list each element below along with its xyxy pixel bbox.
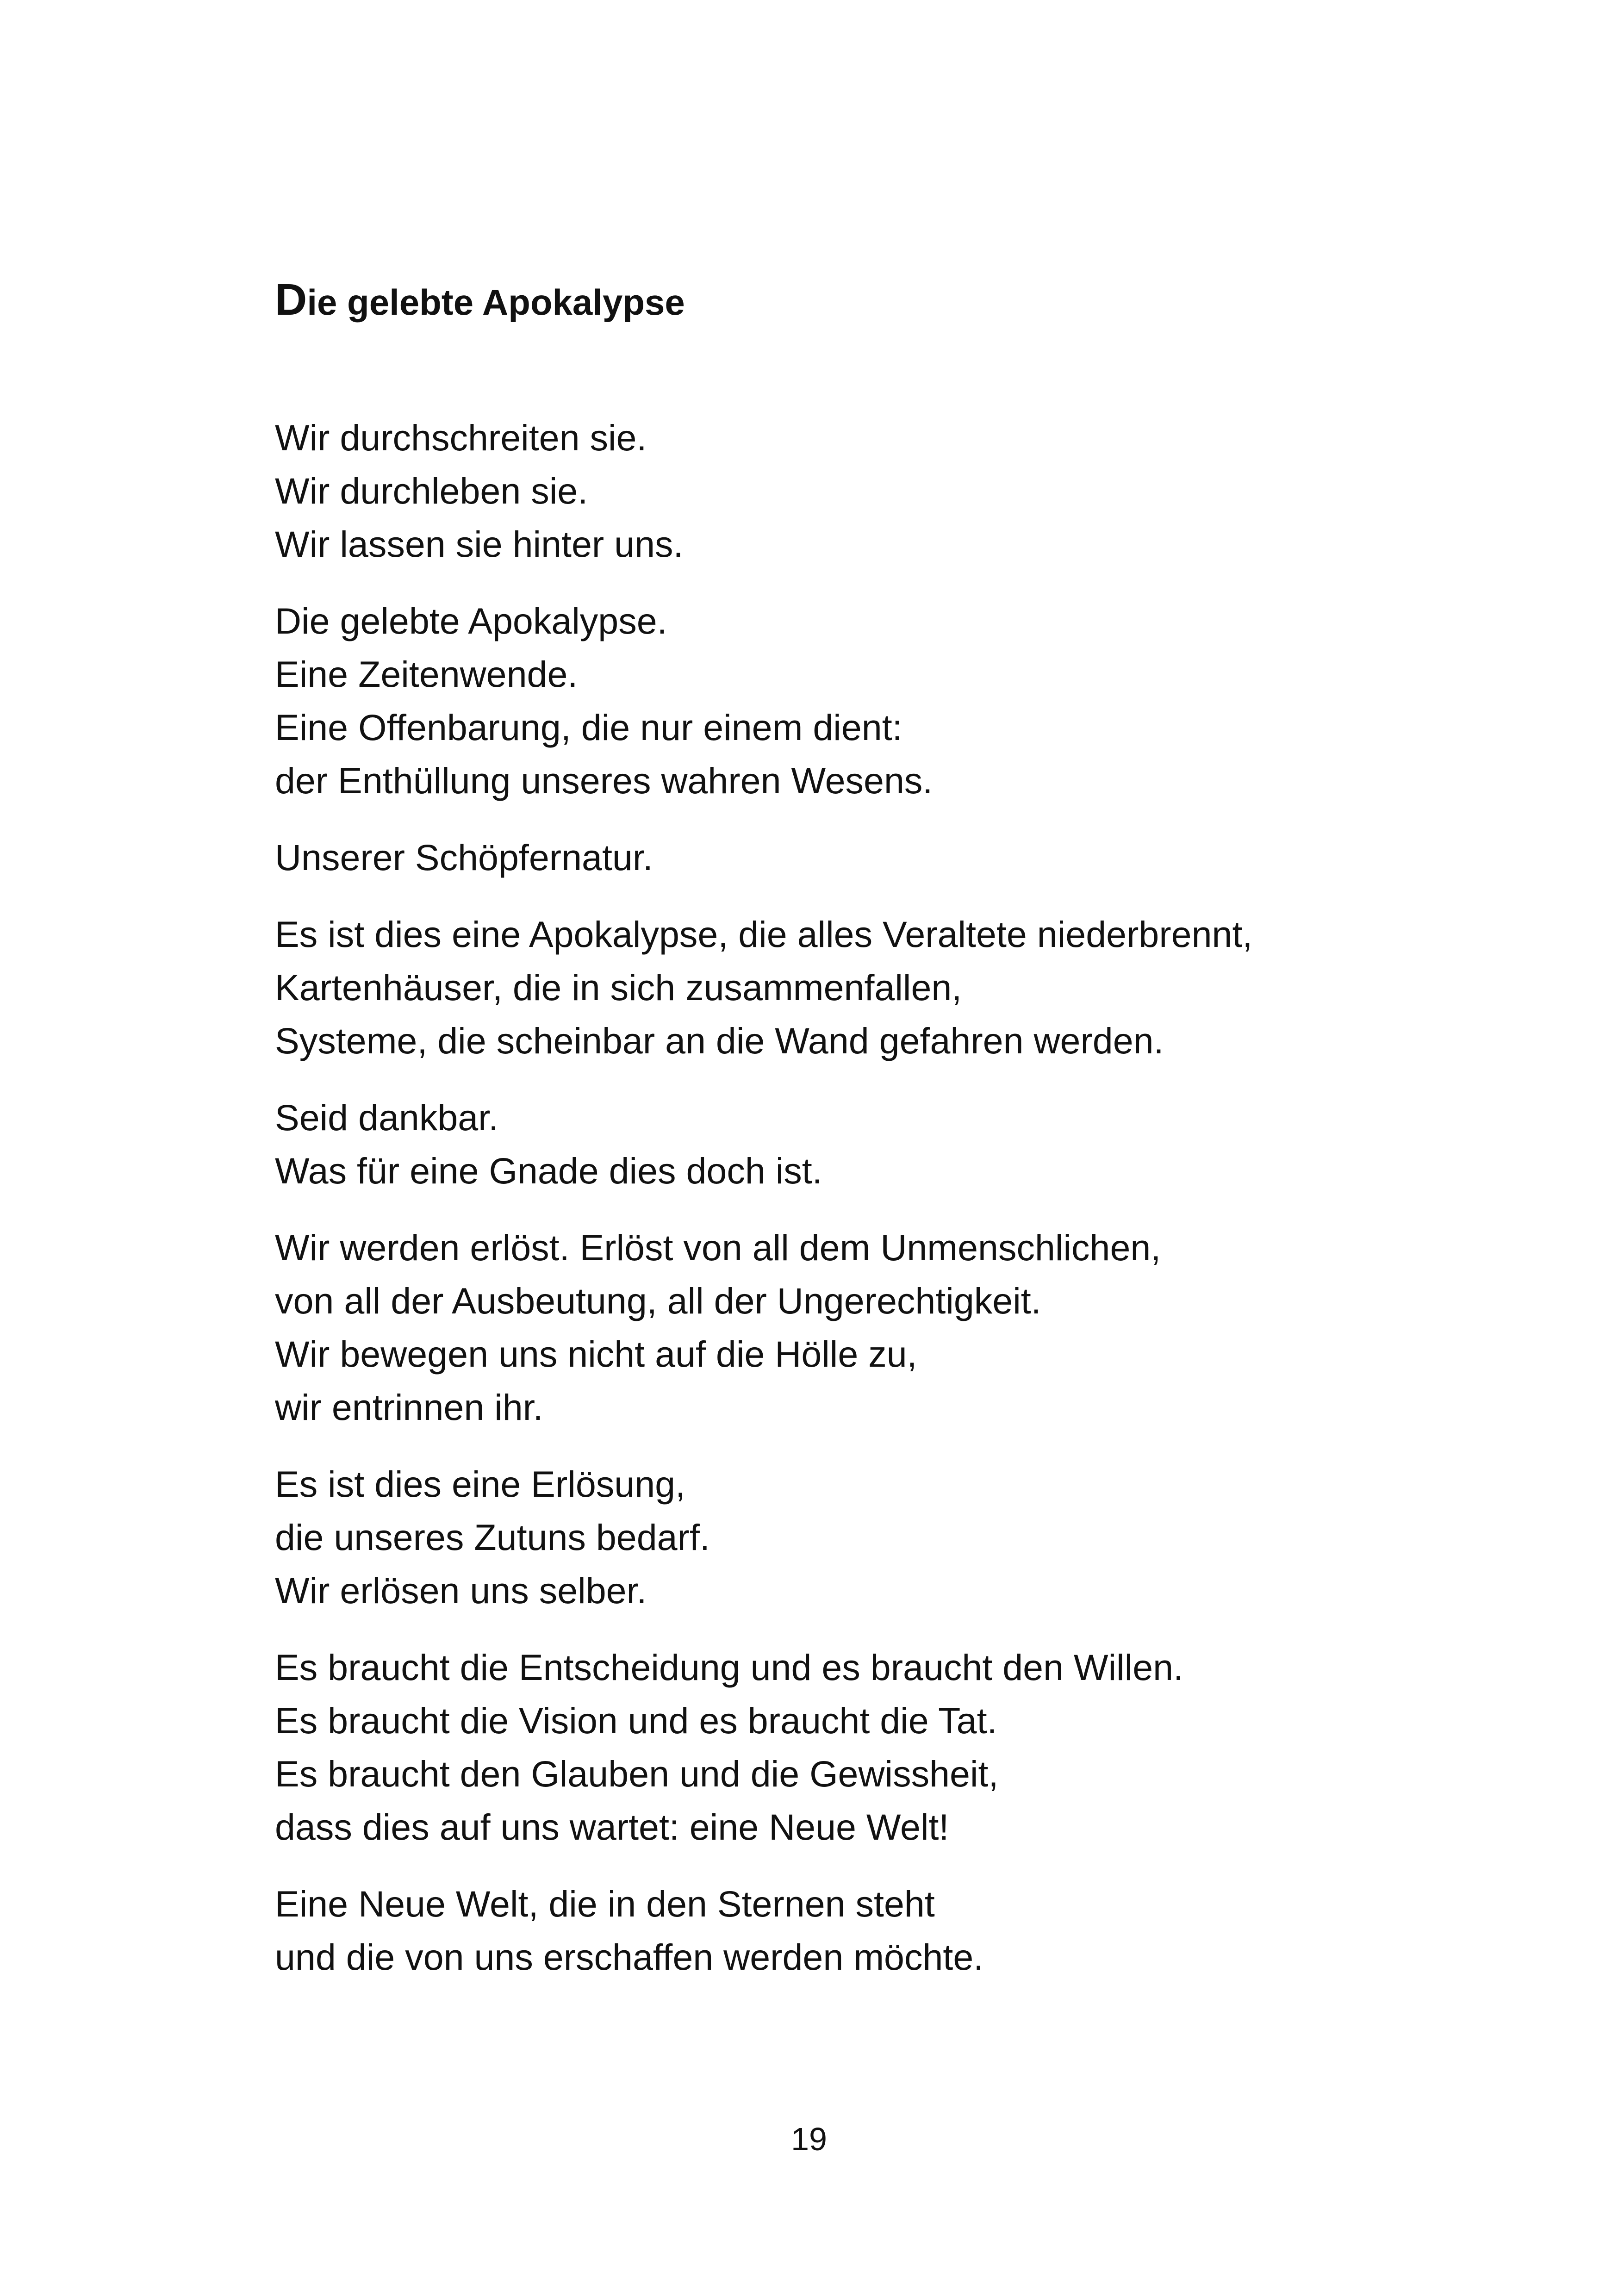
poem-line: Es ist dies eine Erlösung, [275, 1463, 686, 1505]
poem-line: Eine Zeitenwende. [275, 653, 578, 695]
poem-line: Wir lassen sie hinter uns. [275, 523, 684, 565]
poem-line: der Enthüllung unseres wahren Wesens. [275, 760, 933, 801]
poem-line: Wir bewegen uns nicht auf die Hölle zu, [275, 1333, 917, 1375]
poem-line: Es ist dies eine Apokalypse, die alles Veraltete niederbrennt, [275, 914, 1253, 955]
poem-line: Es braucht die Entscheidung und es braucht den Willen. [275, 1647, 1184, 1688]
poem-line: Kartenhäuser, die in sich zusammenfallen, [275, 967, 962, 1008]
poem-line: die unseres Zutuns bedarf. [275, 1517, 710, 1558]
poem-line: Es braucht die Vision und es braucht die Tat. [275, 1700, 997, 1741]
poem-title [275, 273, 685, 326]
poem-line: Eine Neue Welt, die in den Sternen steht [275, 1883, 935, 1924]
poem-line: wir entrinnen ihr. [275, 1387, 543, 1428]
stanza [275, 594, 1432, 807]
stanza [275, 1877, 1432, 1984]
poem-body [275, 411, 1432, 2007]
page-number: 19 [791, 2121, 827, 2157]
stanza [275, 908, 1432, 1067]
poem-line: Es braucht den Glauben und die Gewissheit, [275, 1753, 999, 1794]
poem-line: Wir werden erlöst. Erlöst von all dem Unmenschlichen, [275, 1227, 1161, 1268]
poem-line: Wir durchschreiten sie. [275, 417, 647, 458]
poem-line: Unserer Schöpfernatur. [275, 837, 653, 878]
stanza [275, 1091, 1432, 1197]
poem-line: Was für eine Gnade dies doch ist. [275, 1150, 822, 1191]
poem-line: Wir durchleben sie. [275, 470, 588, 511]
stanza [275, 1457, 1432, 1617]
stanza [275, 1641, 1432, 1854]
poem-line: von all der Ausbeutung, all der Ungerechtigkeit. [275, 1280, 1041, 1321]
stanza [275, 831, 1432, 884]
stanza [275, 411, 1432, 571]
poem-line: Seid dankbar. [275, 1097, 499, 1138]
poem-line: und die von uns erschaffen werden möchte. [275, 1936, 984, 1978]
poem-title-initial: D [275, 275, 307, 324]
poem-line: Eine Offenbarung, die nur einem dient: [275, 707, 902, 748]
poem-line: Die gelebte Apokalypse. [275, 600, 667, 641]
poem-line: dass dies auf uns wartet: eine Neue Welt! [275, 1806, 949, 1848]
poem-line: Systeme, die scheinbar an die Wand gefahren werden. [275, 1020, 1164, 1061]
poem-line: Wir erlösen uns selber. [275, 1570, 647, 1611]
stanza [275, 1221, 1432, 1434]
poem-title-rest: ie gelebte Apokalypse [307, 282, 685, 323]
